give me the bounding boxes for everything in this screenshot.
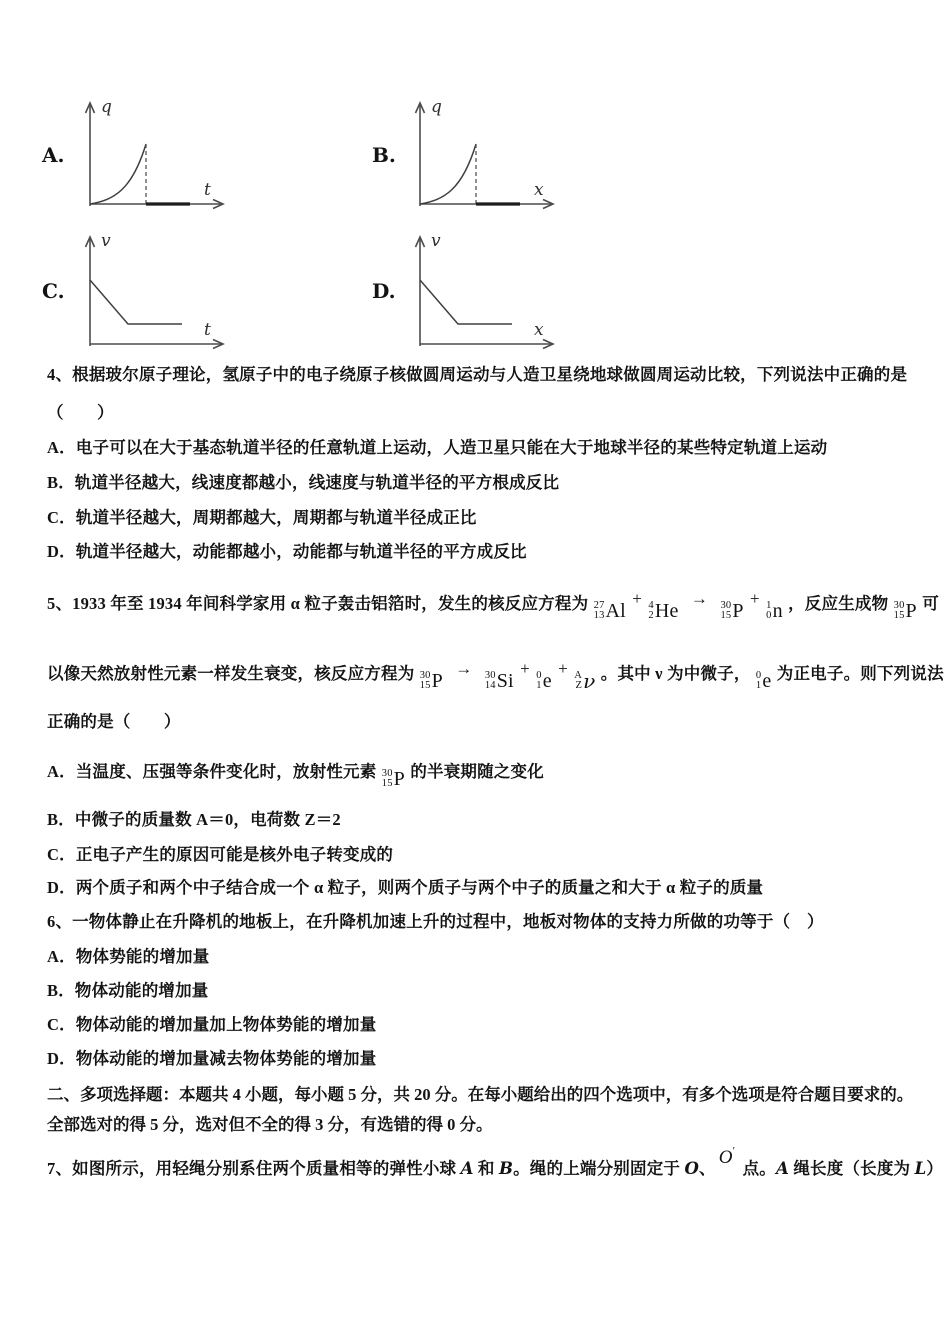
q5-line1-suffix: 可 <box>922 594 939 613</box>
q7-length-l-label: L <box>914 1159 927 1178</box>
q4-option-b: B．轨道半径越大，线速度都越小，线速度与轨道半径的平方根成反比 <box>47 473 560 492</box>
nuclide-he-4: 4 2 He <box>648 599 679 622</box>
graph-c-xlabel: t <box>204 320 211 340</box>
q7-text-5: 点。 <box>738 1159 776 1178</box>
q5-option-b: B．中微子的质量数 A＝0，电荷数 Z＝2 <box>47 810 341 829</box>
q6-option-a: A．物体势能的增加量 <box>47 947 210 966</box>
q5-line1-prefix: 5、1933 年至 1934 年间科学家用 α 粒子轰击铝箔时，发生的核反应方程为 <box>47 594 589 613</box>
nuclide-p-30-option-a: 30 15 P <box>381 767 405 790</box>
q7-rope-a-label: A <box>775 1159 789 1178</box>
q4-option-a: A．电子可以在大于基态轨道半径的任意轨道上运动，人造卫星只能在大于地球半径的某些特定轨道上运动 <box>47 438 828 457</box>
plus-sign: + <box>750 589 760 608</box>
q7-text-3: 。绳的上端分别固定于 <box>513 1159 685 1178</box>
graph-d-ylabel: v <box>431 231 441 251</box>
q7-stem <box>47 1145 944 1181</box>
nuclide-n-1: 1 0 n <box>766 599 783 622</box>
q4-stem-line1: 4、根据玻尔原子理论，氢原子中的电子绕原子核做圆周运动与人造卫星绕地球做圆周运动比较，下列说法中正确的是 <box>47 365 908 384</box>
graph-option-d <box>372 230 558 352</box>
q7-ball-b-label: B <box>498 1159 514 1178</box>
graph-option-d-plot <box>406 230 558 352</box>
graph-b-xlabel: x <box>534 180 544 200</box>
q7-text-2: 和 <box>473 1159 499 1178</box>
q5-option-c: C．正电子产生的原因可能是核外电子转变成的 <box>47 845 394 864</box>
q5-stem-line3: 正确的是（ ） <box>47 712 181 731</box>
nuclide-p-30: 30 15 P <box>419 669 443 692</box>
q5-line1-mid: ，反应生成物 <box>788 594 889 613</box>
plus-sign: + <box>520 659 530 678</box>
graph-d-xlabel: x <box>534 320 544 340</box>
section2-header-line1: 二、多项选择题：本题共 4 小题，每小题 5 分，共 20 分。在每小题给出的四个选项中，有多个选项是符合题目要求的。 <box>47 1085 914 1104</box>
section2-header-line2: 全部选对的得 5 分，选对但不全的得 3 分，有选错的得 0 分。 <box>47 1115 493 1134</box>
graph-a-ylabel: q <box>101 97 112 117</box>
q5-stem-line1 <box>47 589 939 626</box>
q4-option-c: C．轨道半径越大，周期都越大，周期都与轨道半径成正比 <box>47 508 477 527</box>
q5-option-a-prefix: A．当温度、压强等条件变化时，放射性元素 <box>47 762 377 781</box>
q6-option-d: D．物体动能的增加量减去物体势能的增加量 <box>47 1049 377 1068</box>
graph-option-b-plot <box>406 96 558 214</box>
nuclide-p-30-standalone: 30 15 P <box>893 599 917 622</box>
q5-option-a <box>47 760 544 794</box>
q7-text-7: ） <box>926 1159 944 1178</box>
q6-option-b: B．物体动能的增加量 <box>47 981 209 1000</box>
reaction-arrow: → <box>455 659 473 678</box>
nuclide-si-30: 30 14 Si <box>484 669 514 692</box>
graph-option-b <box>372 96 558 214</box>
q5-option-d: D．两个质子和两个中子结合成一个 α 粒子，则两个质子与两个中子的质量之和大于 α 粒子的质量 <box>47 878 764 897</box>
nuclide-p-30: 30 15 P <box>720 599 744 622</box>
q7-point-o-label: O <box>684 1159 700 1178</box>
q5-option-a-suffix: 的半衰期随之变化 <box>410 762 544 781</box>
graph-option-a-letter: A. <box>42 143 65 167</box>
nuclide-al-27: 27 13 Al <box>593 599 626 622</box>
plus-sign: + <box>558 659 568 678</box>
q7-text-6: 绳长度（长度为 <box>789 1159 915 1178</box>
q4-option-d: D．轨道半径越大，动能都越小，动能都与轨道半径的平方成反比 <box>47 542 527 561</box>
graph-c-ylabel: v <box>101 231 111 251</box>
graph-option-c-letter: C. <box>42 279 65 303</box>
graph-b-ylabel: q <box>431 97 442 117</box>
q4-stem-line2: （ ） <box>47 403 114 422</box>
graph-option-a <box>42 96 228 214</box>
nuclear-equation-2 <box>419 657 597 691</box>
particle-positron-standalone: 0 1 e <box>755 669 772 692</box>
q7-text-1: 7、如图所示，用轻绳分别系住两个质量相等的弹性小球 <box>47 1159 461 1178</box>
graph-option-c-plot <box>76 230 228 352</box>
reaction-arrow: → <box>690 589 709 608</box>
particle-neutrino: A Z ν <box>574 668 596 693</box>
q5-line2-mid: 。其中 ν 为中微子， <box>600 664 751 683</box>
graph-option-a-plot <box>76 96 228 214</box>
nuclear-equation-1 <box>593 587 784 621</box>
q6-stem: 6、一物体静止在升降机的地板上，在升降机加速上升的过程中，地板对物体的支持力所做的功等于（ ） <box>47 912 824 931</box>
graph-option-c <box>42 230 228 352</box>
particle-positron: 0 1 e <box>536 669 552 692</box>
q5-line2-suffix: 为正电子。则下列说法 <box>776 664 944 683</box>
graph-option-b-letter: B. <box>372 143 396 167</box>
q7-ball-a-label: A <box>460 1159 474 1178</box>
q7-point-o-prime-label: O′ <box>718 1145 736 1168</box>
q5-line2-prefix: 以像天然放射性元素一样发生衰变，核反应方程为 <box>47 664 415 683</box>
q6-option-c: C．物体动能的增加量加上物体势能的增加量 <box>47 1015 377 1034</box>
q7-text-4: 、 <box>699 1159 716 1178</box>
q5-stem-line2 <box>47 659 944 696</box>
graph-option-d-letter: D. <box>372 279 396 303</box>
graph-a-xlabel: t <box>204 180 211 200</box>
plus-sign: + <box>632 589 643 608</box>
